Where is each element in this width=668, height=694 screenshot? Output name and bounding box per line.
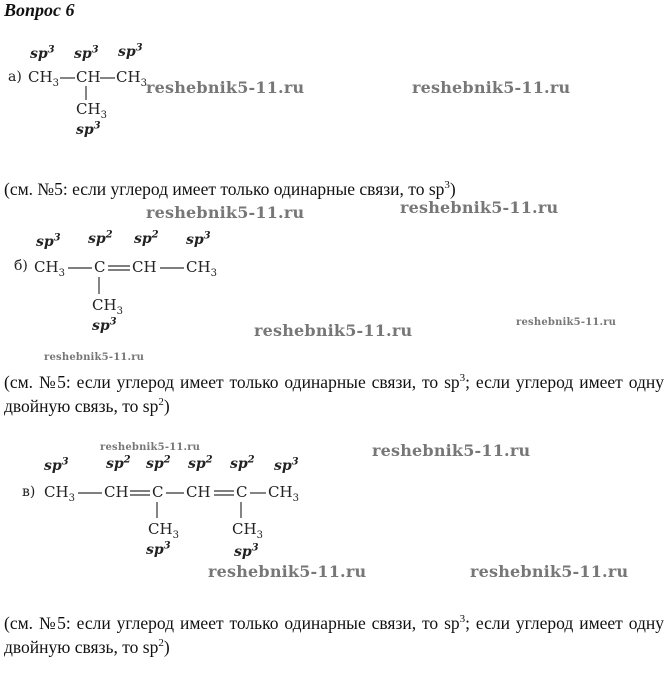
hybrid-label: $sp^2$ (134, 229, 159, 247)
group-ch3: $CH_3$ (148, 520, 179, 541)
group-ch3: $CH_3$ (44, 483, 75, 504)
watermark: reshebnik5-11.ru (146, 78, 305, 97)
group-c: C (94, 258, 106, 276)
question-title: Вопрос 6 (4, 0, 75, 20)
hybrid-label: $sp^3$ (30, 44, 55, 62)
group-c: C (152, 483, 164, 501)
hybrid-label: $sp^2$ (146, 454, 171, 472)
group-ch3: $CH_3$ (92, 296, 123, 317)
group-ch: CH (104, 483, 129, 501)
group-ch3: $CH_3$ (268, 483, 299, 504)
hybrid-label: $sp^3$ (76, 120, 101, 138)
watermark: reshebnik5-11.ru (470, 562, 629, 581)
hybrid-label: $sp^3$ (274, 456, 299, 474)
hybrid-label: $sp^3$ (92, 316, 117, 334)
note-a: (см. №5: если углерод имеет только одинарные связи, то $sp^3$) (4, 179, 456, 199)
watermark: reshebnik5-11.ru (516, 317, 617, 328)
watermark: reshebnik5-11.ru (400, 198, 559, 217)
watermark: reshebnik5-11.ru (44, 352, 145, 363)
molecule-a-label: а) (8, 69, 22, 85)
group-ch3: $CH_3$ (76, 100, 107, 121)
hybrid-label: $sp^3$ (234, 542, 259, 560)
group-ch3: $CH_3$ (232, 520, 263, 541)
group-c: C (236, 483, 248, 501)
hybrid-label: $sp^3$ (44, 456, 69, 474)
note-b: (см. №5: если углерод имеет только одинарные связи, то $sp^3$; если углерод имеет одну двойную связь, то $sp^2$) (4, 372, 664, 416)
group-ch3: $CH_3$ (28, 68, 59, 89)
watermark: reshebnik5-11.ru (208, 562, 367, 581)
hybrid-label: $sp^2$ (88, 229, 113, 247)
molecule-c-label: в) (22, 484, 36, 500)
hybrid-label: $sp^2$ (188, 454, 213, 472)
group-ch3: $CH_3$ (116, 68, 147, 89)
group-ch3: $CH_3$ (34, 258, 65, 279)
watermark: reshebnik5-11.ru (100, 442, 201, 453)
note-c: (см. №5: если углерод имеет только одинарные связи, то $sp^3$; если углерод имеет одну двойную связь, то $sp^2$) (4, 613, 664, 657)
watermark: reshebnik5-11.ru (372, 441, 531, 460)
group-ch: CH (132, 258, 157, 276)
group-ch: CH (76, 68, 101, 86)
hybrid-label: $sp^3$ (186, 230, 211, 248)
hybrid-label: $sp^3$ (36, 232, 61, 250)
group-ch3: $CH_3$ (186, 258, 217, 279)
hybrid-label: $sp^3$ (118, 42, 143, 60)
hybrid-label: $sp^2$ (230, 454, 255, 472)
molecule-b-label: б) (14, 258, 28, 274)
watermark: reshebnik5-11.ru (146, 203, 305, 222)
hybrid-label: $sp^2$ (106, 454, 131, 472)
watermark: reshebnik5-11.ru (254, 321, 413, 340)
group-ch: CH (186, 483, 211, 501)
hybrid-label: $sp^3$ (146, 540, 171, 558)
hybrid-label: $sp^3$ (74, 44, 99, 62)
watermark: reshebnik5-11.ru (412, 78, 571, 97)
